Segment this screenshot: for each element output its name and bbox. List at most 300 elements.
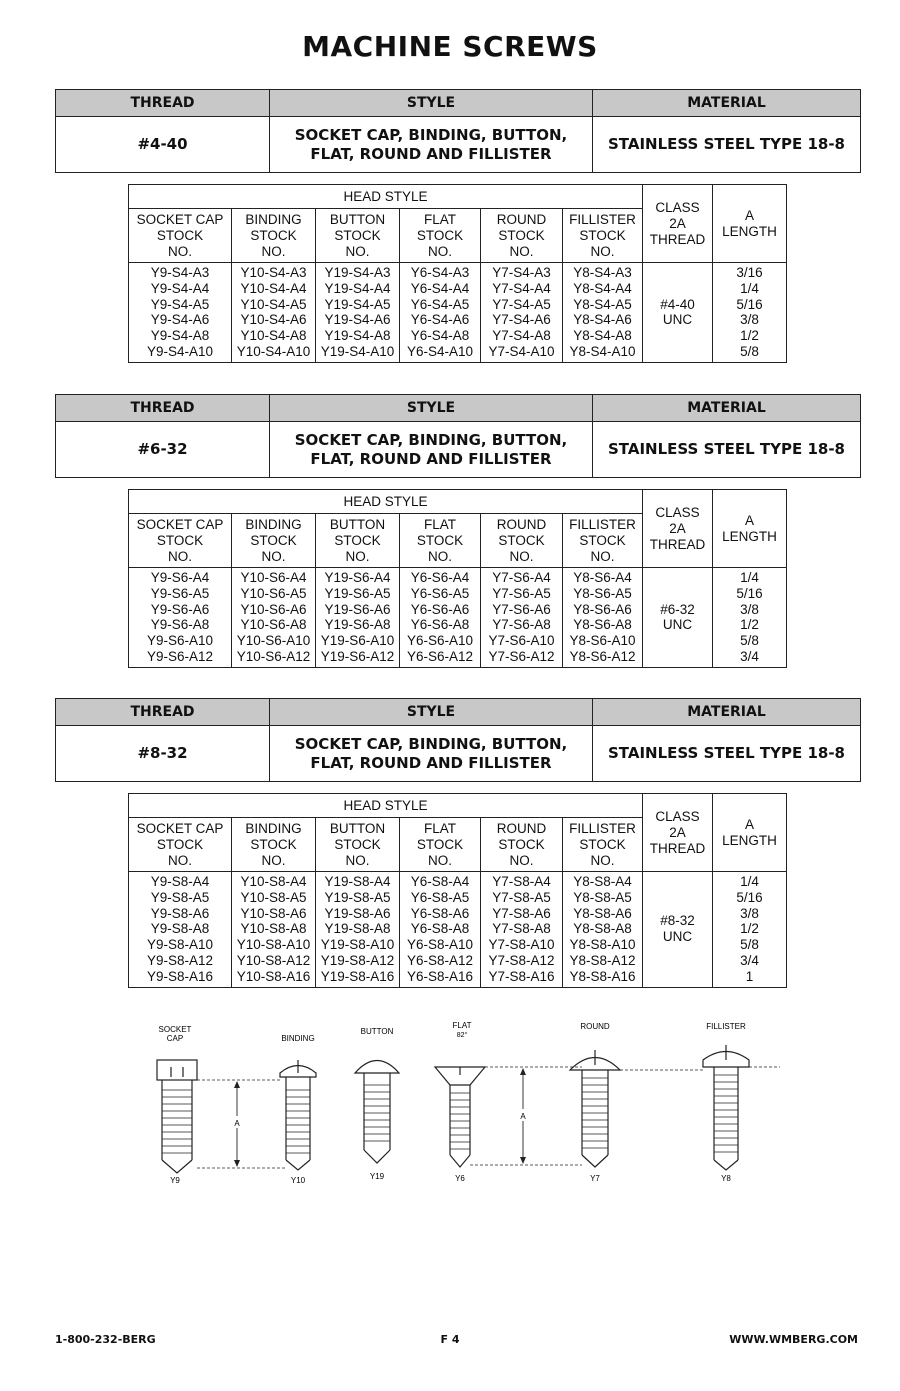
cell-line: Y8-S8-A16	[569, 968, 636, 984]
cell-line: NO.	[345, 549, 370, 564]
stock-header-row	[129, 794, 787, 818]
cell-line: Y9-S8-A12	[146, 952, 214, 968]
button-label: BUTTON	[360, 1027, 394, 1036]
thread-header: THREAD	[56, 90, 270, 117]
cell-line: Y10-S6-A8	[240, 617, 307, 633]
cell-line: NO.	[590, 549, 615, 564]
cell-line: FILLISTER	[569, 212, 636, 227]
socket-cap-header	[129, 209, 232, 263]
cell-line: Y10-S4-A4	[240, 280, 307, 296]
length-values	[713, 263, 787, 363]
cell-line: NO.	[427, 244, 452, 259]
cell-line: 5/8	[740, 633, 759, 649]
cell-line: Y7-S6-A4	[492, 570, 551, 585]
cell-line: BUTTON	[329, 212, 386, 227]
cell-line: Y6-S4-A5	[410, 296, 470, 312]
fillister-label: FILLISTER	[706, 1022, 746, 1031]
cell-line: Y6-S4-A8	[410, 328, 470, 344]
cell-line: Y8-S8-A12	[569, 952, 636, 968]
round-screw-drawing	[570, 1050, 620, 1167]
round-stock-numbers	[481, 872, 563, 988]
cell-line: Y10-S8-A10	[236, 937, 311, 953]
button-screw-drawing	[355, 1061, 399, 1164]
cell-line: Y8-S6-A10	[569, 633, 636, 649]
socket-cap-header	[129, 514, 232, 568]
cell-line: BINDING	[245, 212, 302, 227]
cell-line: Y6-S6-A5	[410, 585, 470, 601]
cell-line: STOCK	[416, 533, 464, 548]
cell-line: LENGTH	[722, 223, 777, 239]
cell-line: Y7-S8-A5	[492, 889, 551, 905]
class-thread-value	[643, 872, 713, 988]
binding-stock-numbers	[232, 568, 316, 668]
cell-line: Y9-S8-A4	[150, 874, 210, 889]
cell-line: STOCK	[250, 533, 297, 548]
style-header: STYLE	[270, 699, 593, 726]
cell-line: 1/2	[740, 617, 759, 633]
cell-line: 1/4	[740, 874, 759, 889]
cell-line: Y19-S4-A8	[324, 328, 391, 344]
cell-line: THREAD	[649, 231, 706, 247]
binding-header	[232, 818, 316, 872]
cell-line: NO.	[261, 244, 286, 259]
cell-line: Y19-S6-A5	[324, 585, 391, 601]
cell-line: Y9-S4-A8	[150, 328, 210, 344]
cell-line: 5/16	[736, 585, 763, 601]
thread-header: THREAD	[56, 699, 270, 726]
cell-line: Y9-S4-A5	[150, 296, 210, 312]
cell-line: SOCKET CAP	[136, 212, 224, 227]
cell-line: Y9-S6-A12	[146, 648, 214, 664]
cell-line: NO.	[345, 244, 370, 259]
cell-line: BINDING	[245, 821, 302, 836]
cell-line: STOCK	[498, 533, 545, 548]
flat-screw-drawing	[435, 1067, 485, 1167]
spec-table	[55, 394, 861, 478]
socket-cap-screw-drawing	[157, 1060, 197, 1173]
cell-line: Y19-S8-A10	[320, 937, 395, 953]
cell-line: NO.	[509, 549, 534, 564]
cell-line: STOCK	[416, 837, 464, 852]
cell-line: BUTTON	[329, 821, 386, 836]
cell-line: Y8-S8-A6	[573, 905, 632, 921]
code-y19: Y19	[369, 1172, 385, 1181]
cell-line: FLAT, ROUND AND FILLISTER	[310, 449, 552, 468]
cell-line: ROUND	[496, 517, 547, 532]
cell-line: A	[744, 512, 754, 528]
cell-line: 3/4	[740, 648, 759, 664]
cell-line: Y19-S4-A5	[324, 296, 391, 312]
cell-line: 2A	[669, 520, 686, 536]
material-value: STAINLESS STEEL TYPE 18-8	[593, 422, 861, 478]
cell-line: 3/8	[740, 601, 759, 617]
cell-line: 1	[745, 968, 754, 984]
cell-line: 1/4	[740, 280, 759, 296]
cell-line: Y8-S6-A4	[573, 570, 632, 585]
cell-line: Y19-S6-A12	[320, 648, 395, 664]
cell-line: NO.	[509, 244, 534, 259]
head-style-header: HEAD STYLE	[129, 490, 643, 514]
cell-line: Y7-S6-A8	[492, 617, 551, 633]
cell-line: Y6-S8-A10	[406, 937, 474, 953]
cell-line: STOCK	[579, 228, 626, 243]
cell-line: STOCK	[334, 837, 381, 852]
spec-header-row	[56, 90, 861, 117]
fillister-header	[563, 514, 643, 568]
cell-line: CLASS	[655, 808, 700, 824]
cell-line: NO.	[590, 853, 615, 868]
socket-cap-header	[129, 818, 232, 872]
cell-line: A	[744, 816, 754, 832]
cell-line: FLAT	[423, 517, 456, 532]
head-style-header: HEAD STYLE	[129, 185, 643, 209]
flat-stock-numbers	[400, 568, 481, 668]
length-header	[713, 185, 787, 263]
binding-screw-drawing	[280, 1060, 316, 1170]
round-header	[481, 514, 563, 568]
length-values	[713, 872, 787, 988]
cell-line: STOCK	[156, 533, 204, 548]
cell-line: UNC	[662, 929, 693, 945]
cell-line: Y8-S4-A5	[573, 296, 632, 312]
cell-line: Y19-S4-A3	[324, 265, 391, 280]
cell-line: UNC	[662, 617, 693, 633]
cell-line: STOCK	[498, 837, 545, 852]
socket-cap-label-1: SOCKET	[158, 1025, 192, 1034]
cell-line: Y10-S6-A10	[236, 633, 311, 649]
button-header	[316, 818, 400, 872]
cell-line: NO.	[167, 549, 192, 564]
cell-line: 5/16	[736, 296, 763, 312]
stock-values-row	[129, 568, 787, 668]
cell-line: FLAT	[423, 212, 456, 227]
cell-line: Y19-S4-A4	[324, 280, 391, 296]
cell-line: 1/2	[740, 328, 759, 344]
cell-line: Y9-S8-A10	[146, 937, 214, 953]
cell-line: Y10-S8-A12	[236, 952, 311, 968]
cell-line: Y10-S8-A8	[240, 921, 307, 937]
cell-line: Y6-S6-A10	[406, 633, 474, 649]
cell-line: FILLISTER	[569, 517, 636, 532]
cell-line: SOCKET CAP, BINDING, BUTTON,	[294, 430, 568, 449]
spec-table	[55, 698, 861, 782]
cell-line: NO.	[590, 244, 615, 259]
flat-stock-numbers	[400, 263, 481, 363]
flat-header	[400, 209, 481, 263]
style-value	[270, 726, 593, 782]
cell-line: Y7-S8-A6	[492, 905, 551, 921]
a-dimension-label-left: A	[234, 1119, 240, 1128]
cell-line: Y7-S6-A10	[488, 633, 555, 649]
cell-line: Y7-S4-A6	[492, 312, 551, 328]
cell-line: Y7-S8-A12	[488, 952, 555, 968]
stock-table	[128, 793, 787, 988]
footer-phone: 1-800-232-BERG	[55, 1333, 156, 1346]
footer-website[interactable]: WWW.WMBERG.COM	[729, 1333, 858, 1346]
stock-values-row	[129, 263, 787, 363]
cell-line: CLASS	[655, 504, 700, 520]
cell-line: 1/2	[740, 921, 759, 937]
style-value	[270, 422, 593, 478]
fillister-header	[563, 818, 643, 872]
cell-line: Y19-S6-A6	[324, 601, 391, 617]
cell-line: Y10-S8-A16	[236, 968, 311, 984]
material-value: STAINLESS STEEL TYPE 18-8	[593, 726, 861, 782]
spec-value-row	[56, 422, 861, 478]
spec-header-row	[56, 699, 861, 726]
material-value: STAINLESS STEEL TYPE 18-8	[593, 117, 861, 173]
cell-line: Y10-S4-A3	[240, 265, 307, 280]
cell-line: Y8-S4-A8	[573, 328, 632, 344]
cell-line: STOCK	[498, 228, 545, 243]
round-header	[481, 818, 563, 872]
stock-header-row	[129, 185, 787, 209]
cell-line: Y6-S8-A16	[406, 968, 474, 984]
cell-line: Y9-S6-A10	[146, 633, 214, 649]
cell-line: Y8-S6-A12	[569, 648, 636, 664]
binding-label: BINDING	[281, 1034, 315, 1043]
material-header: MATERIAL	[593, 699, 861, 726]
cell-line: Y6-S4-A10	[406, 343, 474, 359]
fillister-screw-drawing	[703, 1045, 749, 1170]
class-thread-header	[643, 794, 713, 872]
cell-line: Y6-S4-A3	[410, 265, 470, 280]
cell-line: Y7-S8-A16	[488, 968, 555, 984]
cell-line: Y7-S6-A6	[492, 601, 551, 617]
cell-line: Y19-S8-A5	[324, 889, 391, 905]
cell-line: NO.	[427, 853, 452, 868]
cell-line: Y19-S8-A6	[324, 905, 391, 921]
material-header: MATERIAL	[593, 395, 861, 422]
cell-line: FILLISTER	[569, 821, 636, 836]
cell-line: 1/4	[740, 570, 759, 585]
cell-line: Y9-S8-A6	[150, 905, 210, 921]
cell-line: STOCK	[250, 837, 297, 852]
button-stock-numbers	[316, 568, 400, 668]
cell-line: Y7-S4-A3	[492, 265, 551, 280]
cell-line: Y8-S4-A10	[569, 343, 636, 359]
cell-line: SOCKET CAP	[136, 821, 224, 836]
spec-value-row	[56, 117, 861, 173]
round-label: ROUND	[580, 1022, 610, 1031]
cell-line: 3/8	[740, 312, 759, 328]
cell-line: NO.	[261, 853, 286, 868]
cell-line: ROUND	[496, 821, 547, 836]
cell-line: Y6-S4-A6	[410, 312, 470, 328]
cell-line: Y8-S8-A10	[569, 937, 636, 953]
stock-values-row	[129, 872, 787, 988]
cell-line: Y7-S8-A8	[492, 921, 551, 937]
footer-page-number: F 4	[440, 1333, 460, 1346]
cell-line: Y10-S4-A6	[240, 312, 307, 328]
cell-line: Y6-S6-A12	[406, 648, 474, 664]
cell-line: Y6-S6-A8	[410, 617, 470, 633]
cell-line: Y9-S8-A5	[150, 889, 210, 905]
binding-stock-numbers	[232, 872, 316, 988]
cell-line: NO.	[509, 853, 534, 868]
spec-value-row	[56, 726, 861, 782]
cell-line: Y9-S4-A3	[150, 265, 210, 280]
cell-line: Y19-S8-A4	[324, 874, 391, 889]
cell-line: ROUND	[496, 212, 547, 227]
stock-table	[128, 184, 787, 363]
binding-stock-numbers	[232, 263, 316, 363]
code-y10: Y10	[290, 1176, 306, 1185]
cell-line: Y7-S4-A10	[488, 343, 555, 359]
cell-line: Y10-S6-A12	[236, 648, 311, 664]
cell-line: Y7-S8-A4	[492, 874, 551, 889]
cell-line: Y9-S4-A10	[146, 343, 214, 359]
cell-line: NO.	[345, 853, 370, 868]
cell-line: LENGTH	[722, 528, 777, 544]
cell-line: Y8-S8-A4	[573, 874, 632, 889]
code-y9: Y9	[170, 1176, 180, 1185]
cell-line: CLASS	[655, 199, 700, 215]
cell-line: Y10-S6-A5	[240, 585, 307, 601]
cell-line: Y19-S8-A8	[324, 921, 391, 937]
thread-value: #6-32	[56, 422, 270, 478]
cell-line: 3/8	[740, 905, 759, 921]
thread-header: THREAD	[56, 395, 270, 422]
cell-line: Y8-S6-A5	[573, 585, 632, 601]
button-stock-numbers	[316, 263, 400, 363]
stock-table	[128, 489, 787, 668]
style-header: STYLE	[270, 395, 593, 422]
cell-line: Y19-S4-A10	[320, 343, 395, 359]
cell-line: Y7-S4-A4	[492, 280, 551, 296]
cell-line: Y19-S6-A4	[324, 570, 391, 585]
screw-head-diagram	[140, 1015, 780, 1195]
cell-line: 2A	[669, 824, 686, 840]
cell-line: FLAT	[423, 821, 456, 836]
page-title: MACHINE SCREWS	[302, 30, 598, 63]
cell-line: Y10-S4-A8	[240, 328, 307, 344]
socket-cap-stock-numbers	[129, 872, 232, 988]
cell-line: Y7-S8-A10	[488, 937, 555, 953]
cell-line: LENGTH	[722, 832, 777, 848]
cell-line: #8-32	[660, 913, 695, 929]
cell-line: STOCK	[156, 228, 204, 243]
fillister-stock-numbers	[563, 872, 643, 988]
button-header	[316, 209, 400, 263]
cell-line: Y6-S8-A6	[410, 905, 470, 921]
socket-cap-stock-numbers	[129, 263, 232, 363]
cell-line: Y7-S6-A5	[492, 585, 551, 601]
flat-header	[400, 818, 481, 872]
round-header	[481, 209, 563, 263]
cell-line: Y9-S4-A6	[150, 312, 210, 328]
cell-line: Y7-S4-A8	[492, 328, 551, 344]
cell-line: Y10-S8-A5	[240, 889, 307, 905]
class-thread-value	[643, 568, 713, 668]
cell-line: Y10-S4-A10	[236, 343, 311, 359]
cell-line: Y6-S6-A6	[410, 601, 470, 617]
class-thread-value	[643, 263, 713, 363]
length-header	[713, 490, 787, 568]
cell-line: Y10-S6-A6	[240, 601, 307, 617]
flat-header	[400, 514, 481, 568]
cell-line: STOCK	[579, 533, 626, 548]
cell-line: Y8-S8-A8	[573, 921, 632, 937]
flat-label-1: FLAT	[452, 1021, 472, 1030]
cell-line: 3/4	[740, 952, 759, 968]
socket-cap-stock-numbers	[129, 568, 232, 668]
cell-line: Y8-S6-A8	[573, 617, 632, 633]
cell-line: Y10-S8-A4	[240, 874, 307, 889]
style-header: STYLE	[270, 90, 593, 117]
round-stock-numbers	[481, 263, 563, 363]
cell-line: THREAD	[649, 840, 706, 856]
spec-table	[55, 89, 861, 173]
class-thread-header	[643, 490, 713, 568]
cell-line: 2A	[669, 215, 686, 231]
cell-line: Y19-S6-A8	[324, 617, 391, 633]
button-header	[316, 514, 400, 568]
cell-line: Y6-S8-A12	[406, 952, 474, 968]
cell-line: FLAT, ROUND AND FILLISTER	[310, 753, 552, 772]
cell-line: Y6-S4-A4	[410, 280, 470, 296]
cell-line: Y9-S6-A8	[150, 617, 210, 633]
thread-value: #8-32	[56, 726, 270, 782]
cell-line: NO.	[427, 549, 452, 564]
cell-line: SOCKET CAP, BINDING, BUTTON,	[294, 125, 568, 144]
fillister-stock-numbers	[563, 263, 643, 363]
cell-line: Y7-S6-A12	[488, 648, 555, 664]
fillister-stock-numbers	[563, 568, 643, 668]
cell-line: Y9-S8-A16	[146, 968, 214, 984]
binding-header	[232, 209, 316, 263]
spec-header-row	[56, 395, 861, 422]
cell-line: 3/16	[736, 265, 763, 280]
class-thread-header	[643, 185, 713, 263]
cell-line: 5/16	[736, 889, 763, 905]
socket-cap-label-2: CAP	[166, 1034, 184, 1043]
cell-line: STOCK	[416, 228, 464, 243]
thread-value: #4-40	[56, 117, 270, 173]
cell-line: Y19-S8-A12	[320, 952, 395, 968]
cell-line: SOCKET CAP, BINDING, BUTTON,	[294, 734, 568, 753]
code-y7: Y7	[590, 1174, 600, 1183]
cell-line: STOCK	[156, 837, 204, 852]
head-style-header: HEAD STYLE	[129, 794, 643, 818]
cell-line: Y9-S6-A6	[150, 601, 210, 617]
cell-line: BUTTON	[329, 517, 386, 532]
cell-line: UNC	[662, 312, 693, 328]
cell-line: STOCK	[334, 228, 381, 243]
cell-line: Y19-S6-A10	[320, 633, 395, 649]
stock-header-row	[129, 490, 787, 514]
cell-line: Y8-S8-A5	[573, 889, 632, 905]
cell-line: SOCKET CAP	[136, 517, 224, 532]
cell-line: Y8-S4-A4	[573, 280, 632, 296]
cell-line: NO.	[261, 549, 286, 564]
cell-line: Y9-S6-A4	[150, 570, 210, 585]
cell-line: Y9-S4-A4	[150, 280, 210, 296]
cell-line: STOCK	[334, 533, 381, 548]
cell-line: NO.	[167, 244, 192, 259]
cell-line: Y10-S8-A6	[240, 905, 307, 921]
length-header	[713, 794, 787, 872]
cell-line: Y10-S4-A5	[240, 296, 307, 312]
code-y8: Y8	[721, 1174, 731, 1183]
material-header: MATERIAL	[593, 90, 861, 117]
cell-line: #4-40	[660, 296, 695, 312]
button-stock-numbers	[316, 872, 400, 988]
cell-line: STOCK	[579, 837, 626, 852]
cell-line: STOCK	[250, 228, 297, 243]
round-stock-numbers	[481, 568, 563, 668]
fillister-header	[563, 209, 643, 263]
